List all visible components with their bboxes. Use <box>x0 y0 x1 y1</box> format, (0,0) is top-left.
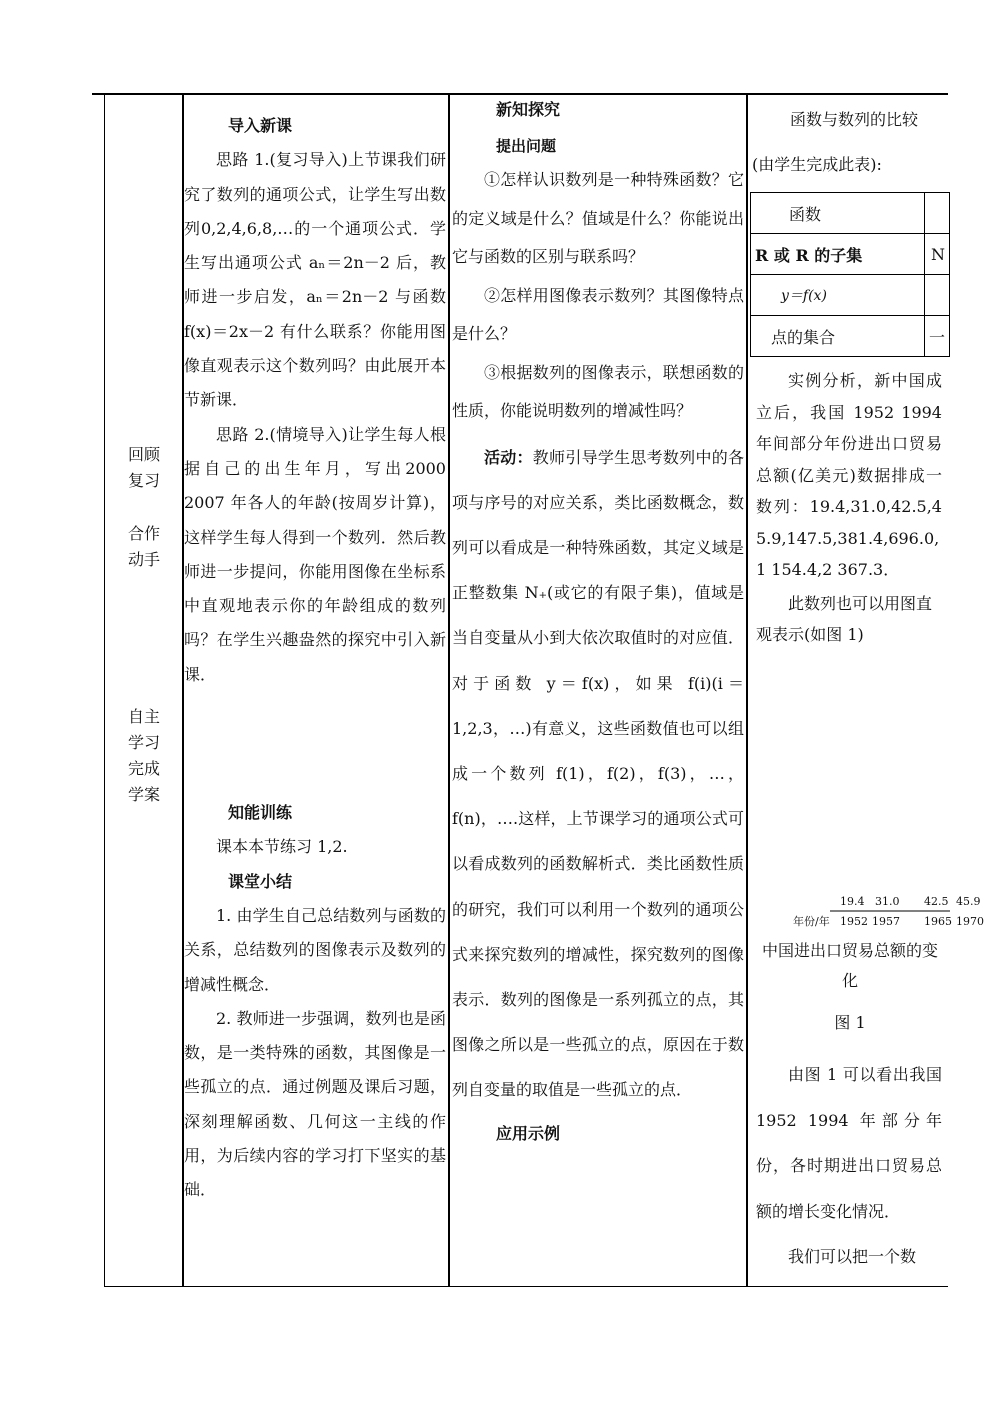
table-cell <box>924 193 949 234</box>
activity <box>452 435 744 1113</box>
conclusion-text: 由图 1 可以看出我国 1952 1994 年部分年份，各时期进出口贸易总额的增长变化情况． <box>756 1065 942 1221</box>
axis-year: 1957 <box>872 915 900 928</box>
divider-3 <box>746 95 748 1287</box>
heading-training: 知能训练 <box>228 803 293 823</box>
figure-caption: 中国进出口贸易总额的变化 <box>761 941 938 990</box>
label-review: 回顾 复习 <box>127 445 160 490</box>
label-cooperate: 合作 动手 <box>127 524 160 569</box>
axis-year: 1970 <box>956 915 984 928</box>
axis-value: 45.9 <box>956 895 981 908</box>
compare-note: (由学生完成此表): <box>752 155 882 174</box>
axis-label: 年份/年 <box>793 915 830 928</box>
example-text-2: 此数列也可以用图直观表示(如图 1) <box>756 593 933 644</box>
axis-value: 42.5 <box>924 895 949 908</box>
table-cell: R 或 R 的子集 <box>751 234 925 275</box>
idea-1: 思路 1.(复习导入)上节课我们研究了数列的通项公式，让学生写出数列0,2,4,6,8,…的一个通项公式．学生写出通项公式 aₙ＝2n－2 后，教师进一步启发，aₙ＝2n－2 与函数 f(x)＝2x－2 有什么联系？你能用图像直观表示这个数列吗？由此展开本节新课． <box>184 150 446 410</box>
heading-summary: 课堂小结 <box>228 871 293 891</box>
continue-text: 我们可以把一个数 <box>788 1247 917 1266</box>
idea-2: 思路 2.(情境导入)让学生每人根据自己的出生年月，写出2000 2007 年各人的年龄(按周岁计算)，这样学生每人得到一个数列．然后教师进一步提问，你能用图像在坐标系中直观地表示你的年龄组成的数列吗？在学生兴趣盎然的探究中引入新课． <box>184 424 446 684</box>
heading-example: 应用示例 <box>496 1123 561 1143</box>
axis-value: 31.0 <box>875 895 900 908</box>
summary-1: 1. 由学生自己总结数列与函数的关系，总结数列的图像表示及数列的增减性概念． <box>184 905 446 994</box>
figure-number: 图 1 <box>834 1013 866 1032</box>
table-cell: 一 <box>924 316 949 357</box>
heading-question: 提出问题 <box>496 137 557 155</box>
example-text: 实例分析，新中国成立后，我国 1952 1994 年间部分年份进出口贸易总额(亿美元)数据排成一数列：19.4,31.0,42.5,45.9,147.5,381.4,696.0,1 154.4,2 367.3． <box>756 371 942 579</box>
column-explore <box>452 95 744 1287</box>
trade-figure <box>790 895 984 935</box>
conclusion-block <box>750 1052 948 1282</box>
axis-year: 1952 <box>840 915 868 928</box>
table-row <box>751 234 950 275</box>
label-self-study: 自主 学习 完成 学案 <box>127 707 160 804</box>
axis-year: 1965 <box>924 915 952 928</box>
activity-text: 教师引导学生思考数列中的各项与序号的对应关系，类比函数概念，数列可以看成是一种特殊函数，其定义域是正整数集 N₊(或它的有限子集)，值域是当自变量从小到大依次取值时的对应值．对于函数 y＝f(x)，如果 f(i)(i＝1,2,3，…)有意义，这些函数值也可以组成一个数列 f(1)，f(2)，f(3)，…，f(n)，….这样，上节课学习的通项公式可以看成数列的函数解析式．类比函数性质的研究，我们可以利用一个数列的通项公式来探究数列的增减性，探究数列的图像表示．数列的图像是一系列孤立的点，其图像之所以是一些孤立的点，原因在于数列自变量的取值是一些孤立的点． <box>452 447 744 1100</box>
compare-title: 函数与数列的比较 <box>790 110 919 129</box>
training-text: 课本本节练习 1,2. <box>216 837 348 857</box>
question-1: ①怎样认识数列是一种特殊函数？它的定义域是什么？值域是什么？你能说出它与函数的区别与联系吗？ <box>452 170 744 266</box>
question-3: ③根据数列的图像表示，联想函数的性质，你能说明数列的增减性吗？ <box>452 362 744 420</box>
heading-new: 新知探究 <box>496 100 561 119</box>
column-intro <box>184 95 446 1287</box>
table-cell: N <box>924 234 949 275</box>
table-cell <box>924 275 949 316</box>
table-row <box>751 275 950 316</box>
summary-2: 2. 教师进一步强调，数列也是函数，是一类特殊的函数，其图像是一些孤立的点．通过例题及课后习题，深刻理解函数、几何这一主线的作用，为后续内容的学习打下坚实的基础． <box>184 1008 446 1200</box>
question-2: ②怎样用图像表示数列？其图像特点是什么？ <box>452 285 744 343</box>
table-cell: y＝f(x) <box>751 275 925 316</box>
table-row <box>751 193 950 234</box>
example-block <box>750 365 948 885</box>
heading-intro: 导入新课 <box>228 116 293 135</box>
table-row <box>751 316 950 357</box>
divider-2 <box>448 95 450 1287</box>
compare-table <box>750 192 950 357</box>
activity-label: 活动： <box>484 447 533 467</box>
axis-value: 19.4 <box>840 895 865 908</box>
table-cell: 函数 <box>751 193 925 234</box>
table-cell: 点的集合 <box>751 316 925 357</box>
